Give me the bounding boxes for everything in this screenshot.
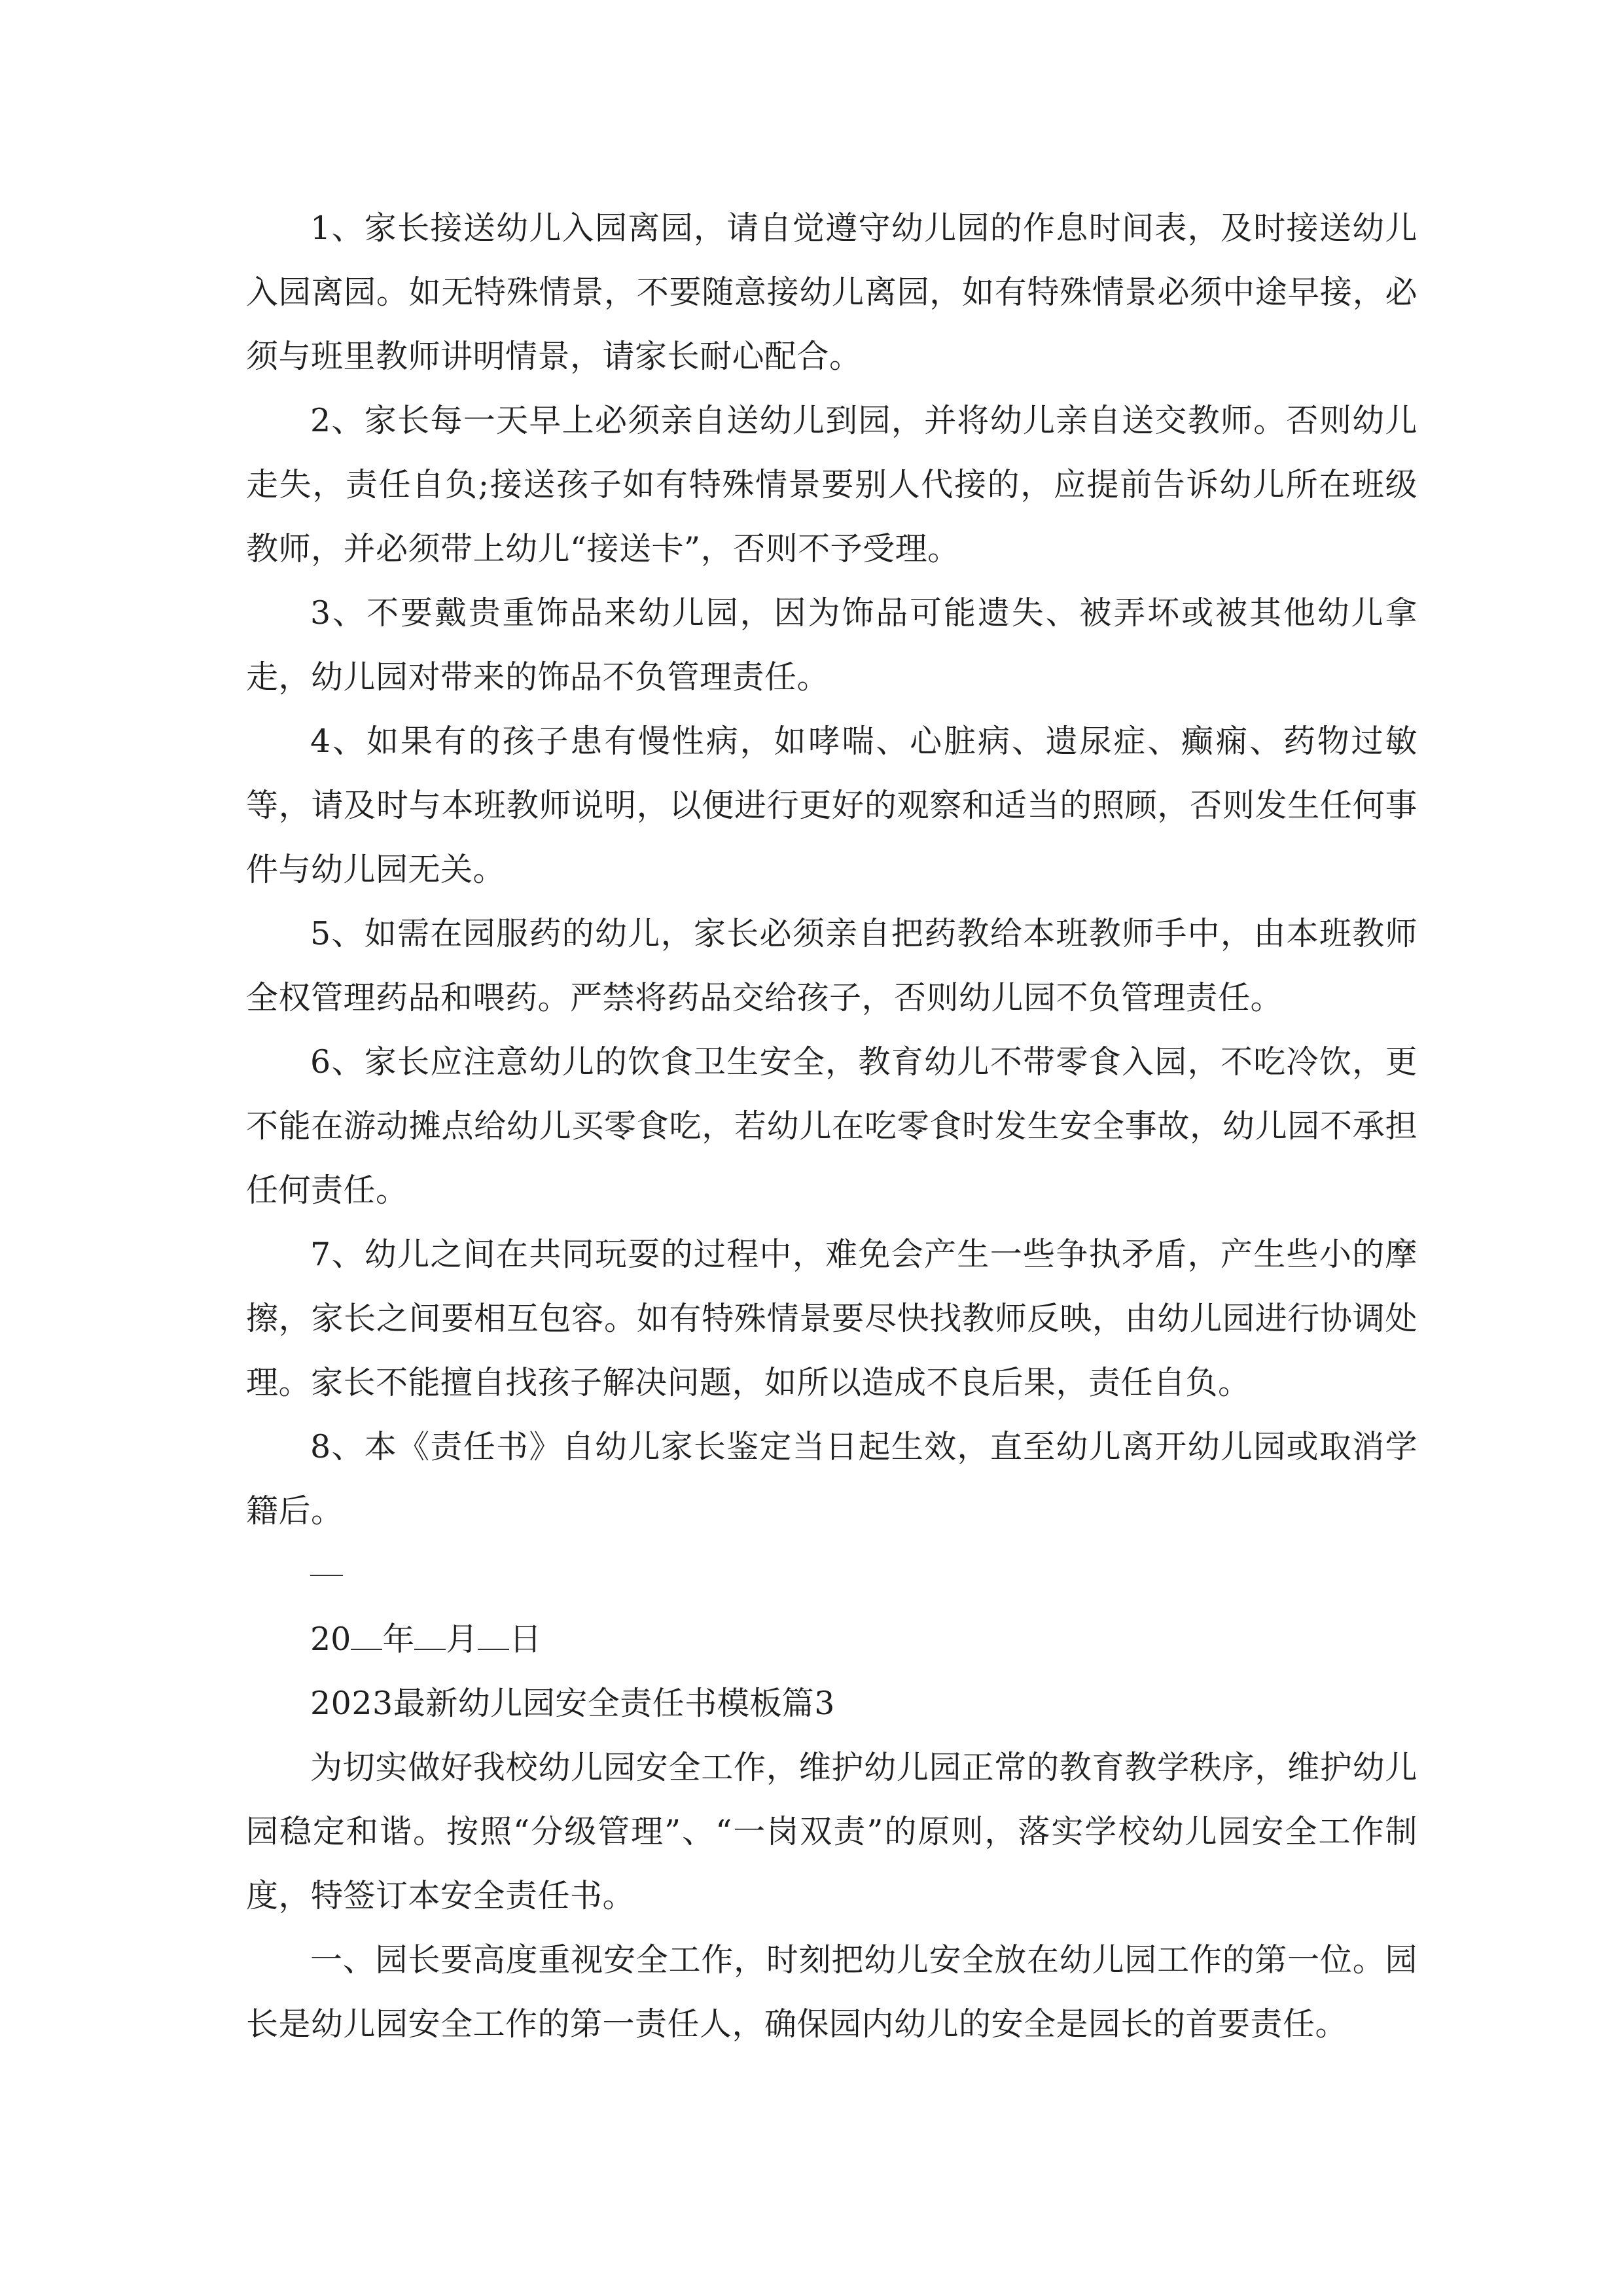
- clause-6: 6、家长应注意幼儿的饮食卫生安全，教育幼儿不带零食入园，不吃冷饮，更不能在游动摊点给幼儿买零食吃，若幼儿在吃零食时发生安全事故，幼儿园不承担任何责任。: [246, 1043, 1418, 1209]
- clause-2: 2、家长每一天早上必须亲自送幼儿到园，并将幼儿亲自送交教师。否则幼儿走失，责任自负;接送孩子如有特殊情景要别人代接的，应提前告诉幼儿所在班级教师，并必须带上幼儿“接送卡”，否则不予受理。: [246, 402, 1418, 567]
- section-title: 2023最新幼儿园安全责任书模板篇3: [310, 1685, 835, 1722]
- date-day-label: 日: [509, 1621, 542, 1658]
- intro-paragraph: 为切实做好我校幼儿园安全工作，维护幼儿园正常的教育教学秩序，维护幼儿园稳定和谐。按照“分级管理”、“一岗双责”的原则，落实学校幼儿园安全工作制度，特签订本安全责任书。: [246, 1749, 1418, 1914]
- article-1: 一、园长要高度重视安全工作，时刻把幼儿安全放在幼儿园工作的第一位。园长是幼儿园安全工作的第一责任人，确保园内幼儿的安全是园长的首要责任。: [246, 1941, 1418, 2043]
- clause-4: 4、如果有的孩子患有慢性病，如哮喘、心脏病、遗尿症、癫痫、药物过敏等，请及时与本班教师说明，以便进行更好的观察和适当的照顾，否则发生任何事件与幼儿园无关。: [246, 723, 1418, 888]
- clause-3: 3、不要戴贵重饰品来幼儿园，因为饰品可能遗失、被弄坏或被其他幼儿拿走，幼儿园对带来的饰品不负管理责任。: [246, 594, 1418, 696]
- clause-5: 5、如需在园服药的幼儿，家长必须亲自把药教给本班教师手中，由本班教师全权管理药品和喂药。严禁将药品交给孩子，否则幼儿园不负管理责任。: [246, 915, 1418, 1016]
- date-month-label: 月: [446, 1621, 478, 1658]
- signature-blank: [246, 1543, 1418, 1607]
- year-blank: [351, 1620, 382, 1650]
- date-year-prefix: 20: [310, 1621, 351, 1658]
- date-line: [246, 1607, 1418, 1672]
- month-blank: [414, 1620, 446, 1650]
- clause-8: 8、本《责任书》自幼儿家长鉴定当日起生效，直至幼儿离开幼儿园或取消学籍后。: [246, 1428, 1418, 1530]
- date-year-label: 年: [382, 1621, 415, 1658]
- document-page: [246, 196, 1418, 2056]
- signature-underline: [310, 1575, 343, 1576]
- day-blank: [478, 1620, 509, 1650]
- clause-7: 7、幼儿之间在共同玩耍的过程中，难免会产生一些争执矛盾，产生些小的摩擦，家长之间要相互包容。如有特殊情景要尽快找教师反映，由幼儿园进行协调处理。家长不能擅自找孩子解决问题，如所以造成不良后果，责任自负。: [246, 1236, 1418, 1401]
- clause-1: 1、家长接送幼儿入园离园，请自觉遵守幼儿园的作息时间表，及时接送幼儿入园离园。如无特殊情景，不要随意接幼儿离园，如有特殊情景必须中途早接，必须与班里教师讲明情景，请家长耐心配合。: [246, 209, 1418, 375]
